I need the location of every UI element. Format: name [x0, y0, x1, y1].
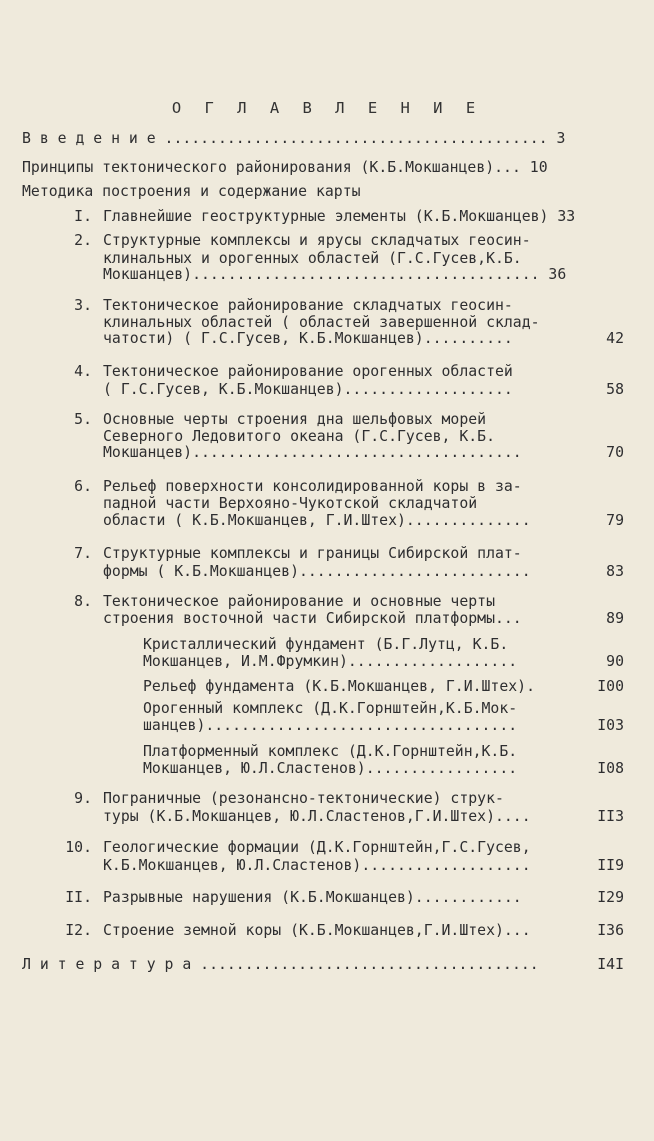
toc-entry-line: строения восточной части Сибирской платформы... — [103, 610, 522, 627]
toc-entry-line: Платформенный комплекс (Д.К.Горнштейн,К.Б. — [143, 743, 518, 760]
toc-page-number: 89 — [606, 610, 624, 627]
toc-entry-line: Пограничные (резонансно-тектонические) струк- — [103, 790, 504, 807]
toc-entry-line: формы ( К.Б.Мокшанцев).......................... — [103, 563, 531, 580]
toc-entry-line: Орогенный комплекс (Д.К.Горнштейн,К.Б.Мок- — [143, 700, 518, 717]
toc-entry-line: В в е д е н и е ........................................... 3 — [22, 130, 566, 147]
toc-entry-line: ( Г.С.Гусев, К.Б.Мокшанцев)................... — [103, 381, 513, 398]
toc-entry-number: 7. — [74, 545, 92, 562]
toc-page-number: I00 — [597, 678, 624, 695]
toc-entry-line: шанцев)................................... — [143, 717, 518, 734]
toc-entry-line: Мокшанцев)....................................... 36 — [103, 266, 567, 283]
toc-entry-number: 8. — [74, 593, 92, 610]
toc-page-number: I03 — [597, 717, 624, 734]
toc-entry-line: Тектоническое районирование и основные черты — [103, 593, 495, 610]
toc-entry-line: Л и т е р а т у р а ...................................... — [22, 956, 539, 973]
toc-entry-number: 10. — [65, 839, 92, 856]
toc-page-number: I08 — [597, 760, 624, 777]
toc-entry-line: Мокшанцев, И.М.Фрумкин)................... — [143, 653, 518, 670]
toc-entry-line: Кристаллический фундамент (Б.Г.Лутц, К.Б. — [143, 636, 509, 653]
toc-entry-line: клинальных областей ( областей завершенной склад- — [103, 314, 540, 331]
toc-page-number: 90 — [606, 653, 624, 670]
toc-page-number: 70 — [606, 444, 624, 461]
toc-entry-line: Мокшанцев)..................................... — [103, 444, 522, 461]
toc-entry-line: Строение земной коры (К.Б.Мокшанцев,Г.И.Штех)... — [103, 922, 531, 939]
toc-entry-number: 4. — [74, 363, 92, 380]
toc-entry-line: чатости) ( Г.С.Гусев, К.Б.Мокшанцев).......... — [103, 330, 513, 347]
toc-entry-line: области ( К.Б.Мокшанцев, Г.И.Штех).............. — [103, 512, 531, 529]
toc-page-number: II9 — [597, 857, 624, 874]
toc-entry-line: Рельеф фундамента (К.Б.Мокшанцев, Г.И.Штех). — [143, 678, 535, 695]
toc-entry-line: Главнейшие геоструктурные элементы (К.Б.Мокшанцев) 33 — [103, 208, 576, 225]
toc-entry-line: Основные черты строения дна шельфовых морей — [103, 411, 487, 428]
toc-entry-line: туры (К.Б.Мокшанцев, Ю.Л.Сластенов,Г.И.Штех).... — [103, 808, 531, 825]
toc-entry-number: 9. — [74, 790, 92, 807]
toc-entry-line: Тектоническое районирование складчатых геосин- — [103, 297, 513, 314]
toc-entry-number: II. — [65, 889, 92, 906]
toc-entry-line: Структурные комплексы и границы Сибирской плат- — [103, 545, 522, 562]
toc-entry-line: падной части Верхояно-Чукотской складчатой — [103, 495, 478, 512]
toc-entry-number: I2. — [65, 922, 92, 939]
toc-page-number: I4I — [597, 956, 624, 973]
toc-page-number: I29 — [597, 889, 624, 906]
toc-entry-line: Геологические формации (Д.К.Горнштейн,Г.С.Гусев, — [103, 839, 531, 856]
toc-entry-line: Тектоническое районирование орогенных областей — [103, 363, 513, 380]
toc-page-number: 83 — [606, 563, 624, 580]
toc-entry-line: Методика построения и содержание карты — [22, 183, 361, 200]
toc-page-number: 42 — [606, 330, 624, 347]
toc-entry-number: I. — [74, 208, 92, 225]
toc-entry-line: Рельеф поверхности консолидированной коры в за- — [103, 478, 522, 495]
toc-entry-line: Принципы тектонического районирования (К.Б.Мокшанцев)... 10 — [22, 159, 548, 176]
toc-entry-number: 3. — [74, 297, 92, 314]
toc-entry-number: 2. — [74, 232, 92, 249]
toc-entry-number: 5. — [74, 411, 92, 428]
toc-page-number: I36 — [597, 922, 624, 939]
toc-entry-line: К.Б.Мокшанцев, Ю.Л.Сластенов)................... — [103, 857, 531, 874]
toc-entry-line: Структурные комплексы и ярусы складчатых геосин- — [103, 232, 531, 249]
toc-page-number: 79 — [606, 512, 624, 529]
toc-entry-line: Мокшанцев, Ю.Л.Сластенов)................. — [143, 760, 518, 777]
toc-page-number: II3 — [597, 808, 624, 825]
toc-entry-line: Северного Ледовитого океана (Г.С.Гусев, К.Б. — [103, 428, 495, 445]
toc-page-number: 58 — [606, 381, 624, 398]
toc-entry-number: 6. — [74, 478, 92, 495]
toc-entry-line: клинальных и орогенных областей (Г.С.Гусев,К.Б. — [103, 250, 522, 267]
toc-entry-line: Разрывные нарушения (К.Б.Мокшанцев)............ — [103, 889, 522, 906]
page-title: О Г Л А В Л Е Н И Е — [171, 99, 483, 117]
